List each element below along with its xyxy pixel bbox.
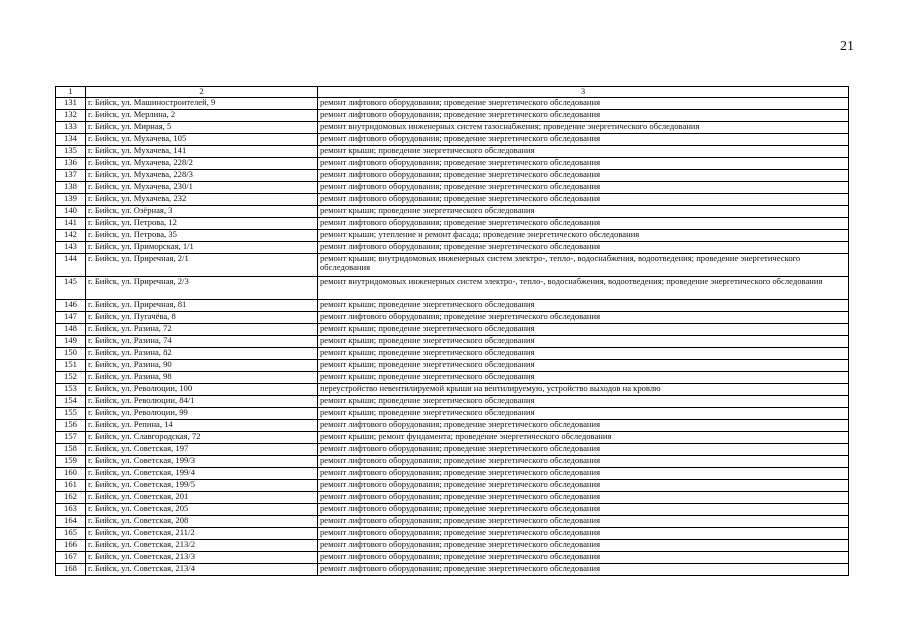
address-cell: г. Бийск, ул. Приморская, 1/1 [86, 242, 318, 254]
table-row [56, 552, 849, 564]
table-header-row [56, 87, 849, 98]
address-cell: г. Бийск, ул. Разина, 72 [86, 324, 318, 336]
work-description-cell: ремонт крыши; проведение энергетического обследования [318, 396, 849, 408]
work-description-cell: ремонт лифтового оборудования; проведение энергетического обследования [318, 528, 849, 540]
work-description-cell: ремонт лифтового оборудования; проведение энергетического обследования [318, 158, 849, 170]
row-number-cell: 138 [56, 182, 86, 194]
table-row [56, 348, 849, 360]
row-number-cell: 140 [56, 206, 86, 218]
row-number-cell: 148 [56, 324, 86, 336]
table-row [56, 170, 849, 182]
row-number-cell: 133 [56, 122, 86, 134]
address-cell: г. Бийск, ул. Советская, 205 [86, 504, 318, 516]
address-cell: г. Бийск, ул. Приречная, 2/1 [86, 254, 318, 277]
table-row [56, 444, 849, 456]
work-description-cell: ремонт крыши; проведение энергетического обследования [318, 336, 849, 348]
work-description-cell: ремонт крыши; проведение энергетического обследования [318, 300, 849, 312]
address-cell: г. Бийск, ул. Петрова, 12 [86, 218, 318, 230]
address-cell: г. Бийск, ул. Советская, 199/3 [86, 456, 318, 468]
row-number-cell: 155 [56, 408, 86, 420]
table-row [56, 372, 849, 384]
work-description-cell: ремонт крыши; ремонт фундамента; проведение энергетического обследования [318, 432, 849, 444]
column-header-work: 3 [318, 87, 849, 98]
work-description-cell: ремонт лифтового оборудования; проведение энергетического обследования [318, 564, 849, 576]
row-number-cell: 135 [56, 146, 86, 158]
work-description-cell: ремонт лифтового оборудования; проведение энергетического обследования [318, 420, 849, 432]
address-cell: г. Бийск, ул. Разина, 90 [86, 360, 318, 372]
address-cell: г. Бийск, ул. Мухачева, 228/2 [86, 158, 318, 170]
row-number-cell: 156 [56, 420, 86, 432]
table-row [56, 158, 849, 170]
row-number-cell: 152 [56, 372, 86, 384]
address-cell: г. Бийск, ул. Революции, 84/1 [86, 396, 318, 408]
address-cell: г. Бийск, ул. Мухачева, 105 [86, 134, 318, 146]
row-number-cell: 145 [56, 277, 86, 300]
work-description-cell: ремонт крыши; проведение энергетического обследования [318, 372, 849, 384]
address-cell: г. Бийск, ул. Мухачева, 141 [86, 146, 318, 158]
table-row [56, 218, 849, 230]
table-row [56, 182, 849, 194]
table-row [56, 504, 849, 516]
address-cell: г. Бийск, ул. Мухачева, 230/1 [86, 182, 318, 194]
work-description-cell: ремонт крыши; проведение энергетического обследования [318, 348, 849, 360]
row-number-cell: 143 [56, 242, 86, 254]
row-number-cell: 166 [56, 540, 86, 552]
work-description-cell: ремонт внутридомовых инженерных систем газоснабжения; проведение энергетического обследования [318, 122, 849, 134]
row-number-cell: 131 [56, 98, 86, 110]
table-row [56, 468, 849, 480]
column-header-address: 2 [86, 87, 318, 98]
table-row [56, 564, 849, 576]
table-row [56, 324, 849, 336]
work-description-cell: ремонт лифтового оборудования; проведение энергетического обследования [318, 312, 849, 324]
work-description-cell: ремонт лифтового оборудования; проведение энергетического обследования [318, 182, 849, 194]
address-cell: г. Бийск, ул. Советская, 213/4 [86, 564, 318, 576]
table-row [56, 456, 849, 468]
row-number-cell: 153 [56, 384, 86, 396]
address-cell: г. Бийск, ул. Машиностроителей, 9 [86, 98, 318, 110]
work-description-cell: ремонт внутридомовых инженерных систем электро-, тепло-, водоснабжения, водоотведения; проведение энергетического обследования [318, 277, 849, 300]
row-number-cell: 157 [56, 432, 86, 444]
address-cell: г. Бийск, ул. Советская, 213/2 [86, 540, 318, 552]
address-cell: г. Бийск, ул. Советская, 213/3 [86, 552, 318, 564]
address-cell: г. Бийск, ул. Озёрная, 3 [86, 206, 318, 218]
address-cell: г. Бийск, ул. Советская, 199/4 [86, 468, 318, 480]
address-cell: г. Бийск, ул. Мерлина, 2 [86, 110, 318, 122]
table-row [56, 336, 849, 348]
work-description-cell: ремонт лифтового оборудования; проведение энергетического обследования [318, 134, 849, 146]
table-row [56, 146, 849, 158]
work-description-cell: ремонт лифтового оборудования; проведение энергетического обследования [318, 492, 849, 504]
table-row [56, 300, 849, 312]
address-cell: г. Бийск, ул. Разина, 82 [86, 348, 318, 360]
row-number-cell: 164 [56, 516, 86, 528]
work-description-cell: ремонт лифтового оборудования; проведение энергетического обследования [318, 480, 849, 492]
work-description-cell: ремонт крыши; проведение энергетического обследования [318, 146, 849, 158]
address-cell: г. Бийск, ул. Революции, 100 [86, 384, 318, 396]
address-cell: г. Бийск, ул. Мирная, 5 [86, 122, 318, 134]
work-description-cell: ремонт крыши; проведение энергетического обследования [318, 360, 849, 372]
work-description-cell: ремонт крыши; проведение энергетического обследования [318, 408, 849, 420]
address-cell: г. Бийск, ул. Революции, 99 [86, 408, 318, 420]
table-row [56, 420, 849, 432]
table-row [56, 396, 849, 408]
work-description-cell: ремонт лифтового оборудования; проведение энергетического обследования [318, 540, 849, 552]
row-number-cell: 142 [56, 230, 86, 242]
work-description-cell: ремонт лифтового оборудования; проведение энергетического обследования [318, 218, 849, 230]
work-description-cell: ремонт лифтового оборудования; проведение энергетического обследования [318, 110, 849, 122]
row-number-cell: 151 [56, 360, 86, 372]
work-description-cell: ремонт лифтового оборудования; проведение энергетического обследования [318, 444, 849, 456]
work-description-cell: ремонт лифтового оборудования; проведение энергетического обследования [318, 516, 849, 528]
address-cell: г. Бийск, ул. Пугачёва, 8 [86, 312, 318, 324]
table-row [56, 110, 849, 122]
table-row [56, 122, 849, 134]
row-number-cell: 132 [56, 110, 86, 122]
address-cell: г. Бийск, ул. Советская, 208 [86, 516, 318, 528]
row-number-cell: 136 [56, 158, 86, 170]
table-row [56, 134, 849, 146]
table-row [56, 194, 849, 206]
table-body [56, 98, 849, 576]
row-number-cell: 146 [56, 300, 86, 312]
address-cell: г. Бийск, ул. Мухачева, 232 [86, 194, 318, 206]
work-description-cell: ремонт крыши; утепление и ремонт фасада; проведение энергетического обследования [318, 230, 849, 242]
work-description-cell: ремонт лифтового оборудования; проведение энергетического обследования [318, 242, 849, 254]
table-row [56, 480, 849, 492]
row-number-cell: 160 [56, 468, 86, 480]
row-number-cell: 141 [56, 218, 86, 230]
table-row [56, 230, 849, 242]
work-description-cell: ремонт лифтового оборудования; проведение энергетического обследования [318, 170, 849, 182]
table-row [56, 206, 849, 218]
row-number-cell: 150 [56, 348, 86, 360]
row-number-cell: 147 [56, 312, 86, 324]
row-number-cell: 158 [56, 444, 86, 456]
column-header-number: 1 [56, 87, 86, 98]
row-number-cell: 168 [56, 564, 86, 576]
page-number: 21 [840, 39, 854, 54]
table-row [56, 98, 849, 110]
address-cell: г. Бийск, ул. Разина, 98 [86, 372, 318, 384]
address-cell: г. Бийск, ул. Приречная, 2/3 [86, 277, 318, 300]
address-cell: г. Бийск, ул. Советская, 199/5 [86, 480, 318, 492]
table-row [56, 277, 849, 300]
work-description-cell: ремонт лифтового оборудования; проведение энергетического обследования [318, 504, 849, 516]
table-row [56, 516, 849, 528]
address-cell: г. Бийск, ул. Мухачева, 228/3 [86, 170, 318, 182]
table-row [56, 360, 849, 372]
address-cell: г. Бийск, ул. Репина, 14 [86, 420, 318, 432]
row-number-cell: 154 [56, 396, 86, 408]
work-description-cell: ремонт крыши; проведение энергетического обследования [318, 324, 849, 336]
work-description-cell: ремонт крыши; проведение энергетического обследования [318, 206, 849, 218]
work-description-cell: ремонт лифтового оборудования; проведение энергетического обследования [318, 98, 849, 110]
row-number-cell: 139 [56, 194, 86, 206]
row-number-cell: 159 [56, 456, 86, 468]
row-number-cell: 167 [56, 552, 86, 564]
work-description-cell: ремонт лифтового оборудования; проведение энергетического обследования [318, 552, 849, 564]
address-cell: г. Бийск, ул. Разина, 74 [86, 336, 318, 348]
table-row [56, 528, 849, 540]
work-description-cell: переустройство невентилируемой крыши на вентилируемую, устройство выходов на кровлю [318, 384, 849, 396]
row-number-cell: 144 [56, 254, 86, 277]
table-row [56, 384, 849, 396]
table-row [56, 492, 849, 504]
row-number-cell: 149 [56, 336, 86, 348]
address-cell: г. Бийск, ул. Приречная, 81 [86, 300, 318, 312]
repair-list-table [55, 86, 849, 576]
row-number-cell: 134 [56, 134, 86, 146]
work-description-cell: ремонт лифтового оборудования; проведение энергетического обследования [318, 468, 849, 480]
row-number-cell: 161 [56, 480, 86, 492]
table-row [56, 540, 849, 552]
table-row [56, 242, 849, 254]
address-cell: г. Бийск, ул. Советская, 211/2 [86, 528, 318, 540]
table-row [56, 432, 849, 444]
work-description-cell: ремонт лифтового оборудования; проведение энергетического обследования [318, 456, 849, 468]
address-cell: г. Бийск, ул. Советская, 197 [86, 444, 318, 456]
address-cell: г. Бийск, ул. Советская, 201 [86, 492, 318, 504]
table-row [56, 312, 849, 324]
work-description-cell: ремонт крыши; внутридомовых инженерных систем электро-, тепло-, водоснабжения, водоотведения; проведение энергетического обследования [318, 254, 849, 277]
row-number-cell: 137 [56, 170, 86, 182]
row-number-cell: 162 [56, 492, 86, 504]
row-number-cell: 163 [56, 504, 86, 516]
address-cell: г. Бийск, ул. Петрова, 35 [86, 230, 318, 242]
work-description-cell: ремонт лифтового оборудования; проведение энергетического обследования [318, 194, 849, 206]
table-row [56, 254, 849, 277]
table-row [56, 408, 849, 420]
row-number-cell: 165 [56, 528, 86, 540]
address-cell: г. Бийск, ул. Славгородская, 72 [86, 432, 318, 444]
